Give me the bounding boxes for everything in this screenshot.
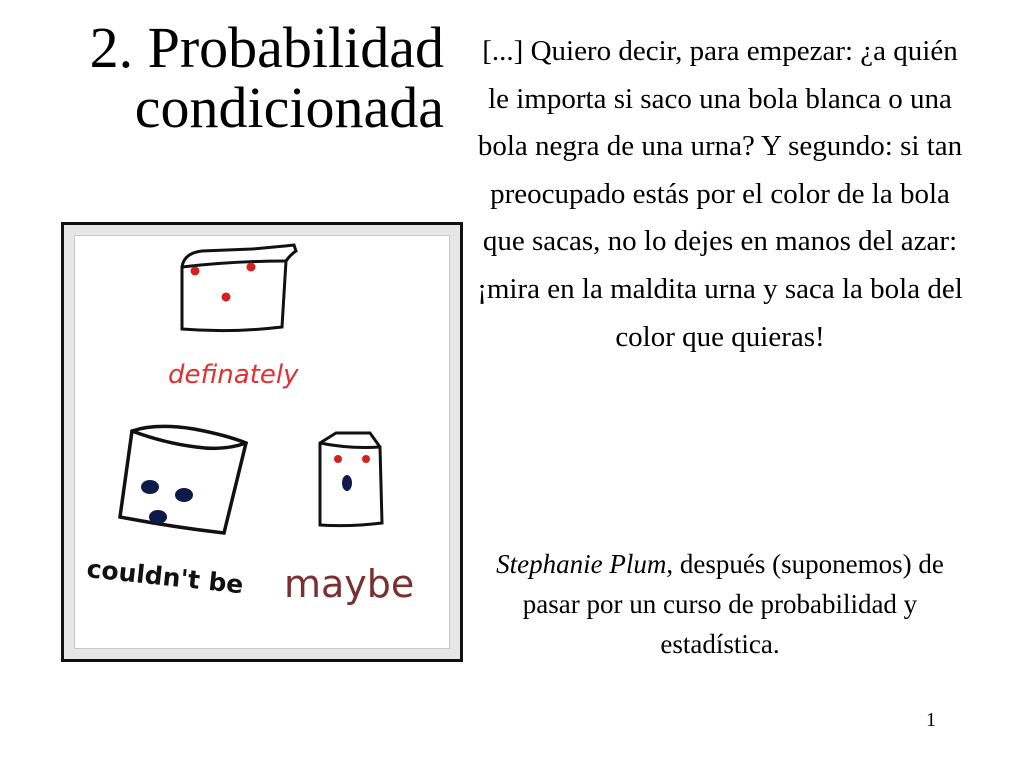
ball-navy-1 — [141, 480, 159, 494]
urn-drawing — [64, 225, 466, 665]
ball-red-1 — [191, 267, 200, 276]
attribution-name: Stephanie Plum — [496, 549, 667, 579]
urn-cartoon-image — [61, 222, 463, 662]
ball-red-3 — [222, 293, 231, 302]
ball-navy-3 — [149, 510, 167, 524]
urn-bottom-left — [120, 426, 246, 533]
quote-text: [...] Quiero decir, para empezar: ¿a quién le importa si saco una bola blanca o una bola negra de una urna? Y segundo: si tan preocupado estás por el color de la bola que sacas, no lo dejes en manos del azar: ¡mira en la maldita urna y saca la bola del color que quieras! — [477, 35, 963, 353]
label-couldnt-be: couldn't be — [85, 554, 245, 600]
page-number: 1 — [926, 709, 936, 731]
label-definately: definately — [168, 360, 299, 390]
ball-red-2 — [247, 263, 256, 272]
title-line-1: 2. Probabilidad — [89, 15, 444, 80]
ball-navy-2 — [175, 488, 193, 502]
ball-red-4 — [334, 455, 342, 463]
slide-title — [14, 15, 444, 140]
attribution-rest: , después (suponemos) de pasar por un curso de probabilidad y estadística. — [522, 549, 944, 659]
urn-top — [182, 245, 296, 331]
attribution — [470, 544, 970, 664]
ball-navy-4 — [342, 475, 352, 491]
ball-red-5 — [362, 455, 370, 463]
title-line-2: condicionada — [134, 75, 444, 140]
label-maybe: maybe — [284, 562, 415, 606]
